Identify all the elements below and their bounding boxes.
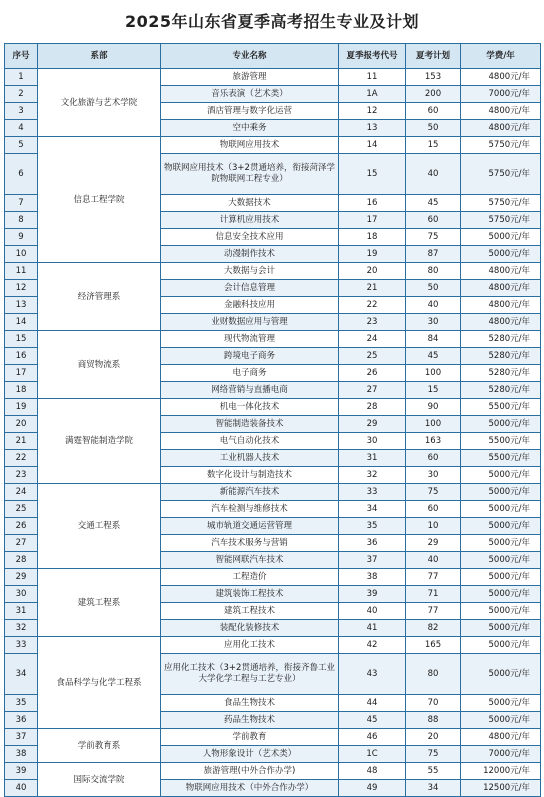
exam-code: 49 [339,780,406,797]
table-row [5,729,541,746]
row-number: 33 [5,637,38,654]
major-name: 金融科技应用 [161,297,339,314]
row-number: 15 [5,331,38,348]
exam-code: 46 [339,729,406,746]
major-name: 现代物流管理 [161,331,339,348]
plan-count: 15 [406,382,461,399]
row-number: 21 [5,433,38,450]
row-number: 4 [5,120,38,137]
tuition-fee: 5000元/年 [461,518,541,535]
major-name: 物联网应用技术（3+2贯通培养，衔接菏泽学院物联网工程专业） [161,154,339,195]
row-number: 6 [5,154,38,195]
plan-count: 30 [406,467,461,484]
major-name: 电气自动化技术 [161,433,339,450]
major-name: 音乐表演（艺术类） [161,86,339,103]
tuition-fee: 5000元/年 [461,229,541,246]
plan-count: 88 [406,712,461,729]
tuition-fee: 5000元/年 [461,654,541,695]
exam-code: 45 [339,712,406,729]
row-number: 35 [5,695,38,712]
tuition-fee: 5280元/年 [461,348,541,365]
row-number: 5 [5,137,38,154]
exam-code: 14 [339,137,406,154]
major-name: 大数据技术 [161,195,339,212]
row-number: 39 [5,763,38,780]
row-number: 22 [5,450,38,467]
department-cell: 商贸物流系 [38,331,161,399]
plan-count: 75 [406,746,461,763]
plan-count: 15 [406,137,461,154]
major-name: 物联网应用技术 [161,137,339,154]
department-cell: 建筑工程系 [38,569,161,637]
exam-code: 24 [339,331,406,348]
department-cell: 学前教育系 [38,729,161,763]
tuition-fee: 5000元/年 [461,620,541,637]
exam-code: 12 [339,103,406,120]
plan-count: 45 [406,348,461,365]
row-number: 23 [5,467,38,484]
major-name: 人物形象设计（艺术类） [161,746,339,763]
exam-code: 42 [339,637,406,654]
major-name: 酒店管理与数字化运营 [161,103,339,120]
row-number: 10 [5,246,38,263]
plan-count: 77 [406,569,461,586]
tuition-fee: 5000元/年 [461,637,541,654]
tuition-fee: 5000元/年 [461,535,541,552]
plan-count: 77 [406,603,461,620]
major-name: 跨境电子商务 [161,348,339,365]
exam-code: 19 [339,246,406,263]
exam-code: 11 [339,69,406,86]
major-name: 药品生物技术 [161,712,339,729]
department-cell: 满霆智能制造学院 [38,399,161,484]
tuition-fee: 5000元/年 [461,246,541,263]
tuition-fee: 5000元/年 [461,467,541,484]
exam-code: 29 [339,416,406,433]
plan-count: 84 [406,331,461,348]
exam-code: 1C [339,746,406,763]
header-major: 专业名称 [161,44,339,69]
plan-count: 71 [406,586,461,603]
row-number: 11 [5,263,38,280]
header-dept: 系部 [38,44,161,69]
tuition-fee: 4800元/年 [461,297,541,314]
department-cell: 文化旅游与艺术学院 [38,69,161,137]
plan-count: 50 [406,120,461,137]
row-number: 17 [5,365,38,382]
plan-count: 90 [406,399,461,416]
exam-code: 28 [339,399,406,416]
tuition-fee: 12500元/年 [461,780,541,797]
tuition-fee: 7000元/年 [461,86,541,103]
tuition-fee: 5000元/年 [461,603,541,620]
plan-count: 60 [406,501,461,518]
exam-code: 41 [339,620,406,637]
row-number: 25 [5,501,38,518]
plan-count: 87 [406,246,461,263]
plan-count: 75 [406,229,461,246]
plan-count: 20 [406,729,461,746]
exam-code: 21 [339,280,406,297]
major-name: 电子商务 [161,365,339,382]
major-name: 机电一体化技术 [161,399,339,416]
row-number: 28 [5,552,38,569]
major-name: 动漫制作技术 [161,246,339,263]
plan-count: 40 [406,297,461,314]
exam-code: 20 [339,263,406,280]
header-seq: 序号 [5,44,38,69]
tuition-fee: 4800元/年 [461,280,541,297]
plan-count: 163 [406,433,461,450]
header-code: 夏季报考代号 [339,44,406,69]
tuition-fee: 5750元/年 [461,195,541,212]
major-name: 信息安全技术应用 [161,229,339,246]
major-name: 新能源汽车技术 [161,484,339,501]
major-name: 旅游管理(中外合作办学) [161,763,339,780]
row-number: 19 [5,399,38,416]
plan-count: 165 [406,637,461,654]
exam-code: 44 [339,695,406,712]
row-number: 14 [5,314,38,331]
row-number: 32 [5,620,38,637]
tuition-fee: 5750元/年 [461,137,541,154]
exam-code: 17 [339,212,406,229]
department-cell: 国际交流学院 [38,763,161,797]
table-row [5,763,541,780]
major-name: 汽车检测与维修技术 [161,501,339,518]
department-cell: 信息工程学院 [38,137,161,263]
plan-count: 153 [406,69,461,86]
plan-count: 55 [406,763,461,780]
row-number: 24 [5,484,38,501]
plan-count: 100 [406,416,461,433]
exam-code: 23 [339,314,406,331]
row-number: 2 [5,86,38,103]
plan-count: 60 [406,450,461,467]
major-name: 工业机器人技术 [161,450,339,467]
tuition-fee: 5280元/年 [461,382,541,399]
tuition-fee: 5000元/年 [461,586,541,603]
major-name: 工程造价 [161,569,339,586]
tuition-fee: 4800元/年 [461,120,541,137]
exam-code: 16 [339,195,406,212]
exam-code: 1A [339,86,406,103]
table-header-row [5,44,541,69]
table-row [5,263,541,280]
row-number: 31 [5,603,38,620]
department-cell: 经济管理系 [38,263,161,331]
plan-count: 60 [406,212,461,229]
document-title: 2025年山东省夏季高考招生专业及计划 [124,11,420,31]
tuition-fee: 5000元/年 [461,416,541,433]
exam-code: 15 [339,154,406,195]
row-number: 40 [5,780,38,797]
major-name: 建筑装饰工程技术 [161,586,339,603]
tuition-fee: 5000元/年 [461,569,541,586]
exam-code: 18 [339,229,406,246]
exam-code: 13 [339,120,406,137]
tuition-fee: 12000元/年 [461,763,541,780]
row-number: 7 [5,195,38,212]
plan-count: 30 [406,314,461,331]
major-name: 学前教育 [161,729,339,746]
plan-count: 60 [406,103,461,120]
major-name: 食品生物技术 [161,695,339,712]
exam-code: 27 [339,382,406,399]
department-cell: 食品科学与化学工程系 [38,637,161,729]
tuition-fee: 4800元/年 [461,729,541,746]
tuition-fee: 5500元/年 [461,399,541,416]
row-number: 1 [5,69,38,86]
tuition-fee: 5000元/年 [461,695,541,712]
exam-code: 30 [339,433,406,450]
major-name: 城市轨道交通运营管理 [161,518,339,535]
table-body [5,69,541,797]
plan-count: 40 [406,552,461,569]
major-name: 空中乘务 [161,120,339,137]
tuition-fee: 4800元/年 [461,263,541,280]
department-cell: 交通工程系 [38,484,161,569]
exam-code: 43 [339,654,406,695]
table-row [5,69,541,86]
row-number: 12 [5,280,38,297]
header-plan: 夏考计划 [406,44,461,69]
plan-count: 40 [406,154,461,195]
major-name: 业财数据应用与管理 [161,314,339,331]
plan-count: 34 [406,780,461,797]
row-number: 36 [5,712,38,729]
exam-code: 35 [339,518,406,535]
exam-code: 22 [339,297,406,314]
row-number: 37 [5,729,38,746]
major-name: 旅游管理 [161,69,339,86]
major-name: 应用化工技术（3+2贯通培养，衔接齐鲁工业大学化学工程与工艺专业） [161,654,339,695]
exam-code: 37 [339,552,406,569]
table-row [5,637,541,654]
exam-code: 32 [339,467,406,484]
exam-code: 40 [339,603,406,620]
plan-count: 80 [406,263,461,280]
row-number: 3 [5,103,38,120]
table-row [5,331,541,348]
tuition-fee: 5500元/年 [461,433,541,450]
tuition-fee: 4800元/年 [461,103,541,120]
major-name: 装配化装修技术 [161,620,339,637]
exam-code: 31 [339,450,406,467]
row-number: 27 [5,535,38,552]
major-name: 智能制造装备技术 [161,416,339,433]
tuition-fee: 5280元/年 [461,365,541,382]
plan-count: 100 [406,365,461,382]
plan-count: 29 [406,535,461,552]
tuition-fee: 5000元/年 [461,501,541,518]
row-number: 26 [5,518,38,535]
tuition-fee: 5000元/年 [461,552,541,569]
plan-count: 82 [406,620,461,637]
tuition-fee: 4800元/年 [461,314,541,331]
major-name: 会计信息管理 [161,280,339,297]
exam-code: 38 [339,569,406,586]
major-name: 汽车技术服务与营销 [161,535,339,552]
plan-count: 80 [406,654,461,695]
exam-code: 26 [339,365,406,382]
major-name: 物联网应用技术（中外合作办学） [161,780,339,797]
tuition-fee: 5000元/年 [461,484,541,501]
tuition-fee: 4800元/年 [461,69,541,86]
tuition-fee: 5280元/年 [461,331,541,348]
major-name: 建筑工程技术 [161,603,339,620]
enrollment-plan-table [4,43,541,797]
exam-code: 36 [339,535,406,552]
tuition-fee: 5000元/年 [461,712,541,729]
major-name: 网络营销与直播电商 [161,382,339,399]
row-number: 20 [5,416,38,433]
tuition-fee: 7000元/年 [461,746,541,763]
exam-code: 33 [339,484,406,501]
row-number: 13 [5,297,38,314]
major-name: 应用化工技术 [161,637,339,654]
major-name: 大数据与会计 [161,263,339,280]
table-row [5,399,541,416]
exam-code: 48 [339,763,406,780]
row-number: 30 [5,586,38,603]
exam-code: 39 [339,586,406,603]
plan-count: 75 [406,484,461,501]
table-row [5,569,541,586]
row-number: 8 [5,212,38,229]
row-number: 18 [5,382,38,399]
exam-code: 25 [339,348,406,365]
row-number: 16 [5,348,38,365]
major-name: 计算机应用技术 [161,212,339,229]
table-row [5,484,541,501]
plan-count: 45 [406,195,461,212]
major-name: 智能网联汽车技术 [161,552,339,569]
row-number: 34 [5,654,38,695]
major-name: 数字化设计与制造技术 [161,467,339,484]
table-row [5,137,541,154]
plan-count: 200 [406,86,461,103]
row-number: 9 [5,229,38,246]
plan-count: 10 [406,518,461,535]
row-number: 29 [5,569,38,586]
exam-code: 34 [339,501,406,518]
header-fee: 学费/年 [461,44,541,69]
tuition-fee: 5750元/年 [461,154,541,195]
row-number: 38 [5,746,38,763]
plan-count: 70 [406,695,461,712]
tuition-fee: 5750元/年 [461,212,541,229]
plan-count: 50 [406,280,461,297]
tuition-fee: 5500元/年 [461,450,541,467]
